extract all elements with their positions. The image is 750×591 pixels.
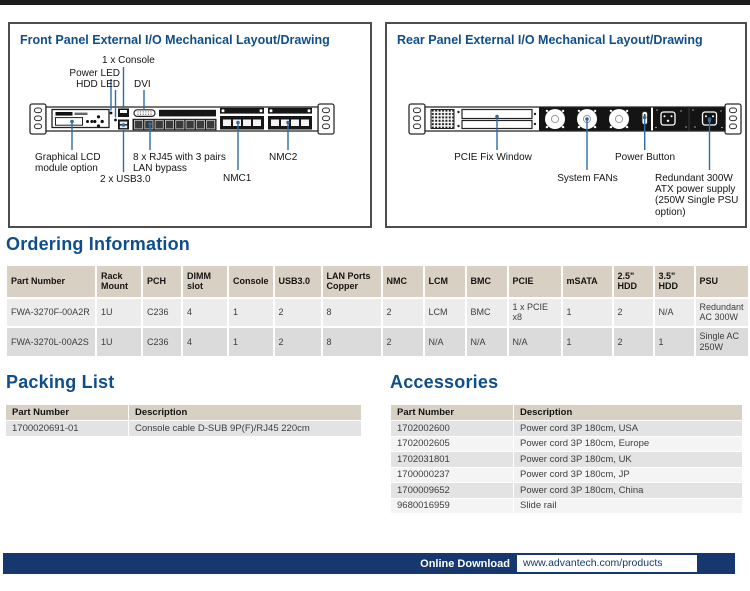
psu-callout-label: Redundant 300W ATX power supply (250W Single PSU option)	[655, 173, 739, 218]
vent-grille	[431, 110, 454, 129]
cell: 2	[383, 328, 423, 356]
table-row	[391, 499, 742, 514]
console-callout-label: 1 x Console	[102, 55, 155, 66]
nmc2-slot	[268, 108, 312, 130]
lan-ports	[133, 119, 217, 130]
power-button-callout-label: Power Button	[614, 152, 676, 163]
packing-heading: Packing List	[6, 372, 115, 392]
table-row	[6, 421, 361, 436]
column-header: PSU	[696, 266, 748, 297]
column-header: Part Number	[391, 405, 513, 420]
table-row	[391, 437, 742, 452]
cell: 8	[323, 328, 381, 356]
column-header: mSATA	[563, 266, 612, 297]
ordering-table	[5, 264, 750, 358]
cell: N/A	[509, 328, 561, 356]
column-header: Console	[229, 266, 273, 297]
front-panel-title: Front Panel External I/O Mechanical Layout/Drawing	[20, 33, 330, 47]
cell: C236	[143, 299, 181, 327]
column-header: Part Number	[6, 405, 128, 420]
cell: N/A	[467, 328, 507, 356]
cell: Power cord 3P 180cm, China	[514, 483, 742, 498]
fans-callout-label: System FANs	[557, 173, 618, 184]
cell: 1702002600	[391, 421, 513, 436]
column-header: PCIE	[509, 266, 561, 297]
rear-panel-box	[385, 22, 747, 228]
cell: 2	[383, 299, 423, 327]
table-row	[391, 421, 742, 436]
accessories-table	[390, 404, 743, 514]
top-rule	[0, 0, 750, 5]
column-header: PCH	[143, 266, 181, 297]
dvi-port	[134, 110, 155, 117]
cell: 2	[275, 299, 321, 327]
pcie-fix-window	[462, 110, 536, 129]
column-header: LCM	[425, 266, 465, 297]
column-header: 3.5" HDD	[655, 266, 694, 297]
cell: 1	[563, 328, 612, 356]
cell: 1U	[97, 328, 141, 356]
cell: 1 x PCIE x8	[509, 299, 561, 327]
column-header: DIMM slot	[183, 266, 227, 297]
column-header: Part Number	[7, 266, 95, 297]
cell: 2	[614, 328, 653, 356]
table-row	[391, 468, 742, 483]
dvi-callout-label: DVI	[134, 79, 151, 90]
online-download-bar	[3, 553, 735, 574]
psu-modules	[653, 108, 725, 131]
table-row	[7, 328, 748, 356]
accessories-header-row	[391, 405, 742, 420]
cell: Power cord 3P 180cm, JP	[514, 468, 742, 483]
hdd-led-callout-label: HDD LED	[76, 79, 120, 90]
blank-slot	[159, 110, 216, 117]
table-row	[391, 483, 742, 498]
cell: 1U	[97, 299, 141, 327]
accessories-heading: Accessories	[390, 372, 499, 392]
cell: 1	[655, 328, 694, 356]
cell: 1700000237	[391, 468, 513, 483]
packing-table	[5, 404, 362, 437]
cell: N/A	[655, 299, 694, 327]
cell: 1	[229, 328, 273, 356]
cell: 9680016959	[391, 499, 513, 514]
power-led-dot	[110, 112, 113, 115]
lcd-callout-label: Graphical LCD module option	[35, 152, 101, 175]
front-panel-box	[8, 22, 372, 228]
cell: N/A	[425, 328, 465, 356]
column-header: USB3.0	[275, 266, 321, 297]
column-header: BMC	[467, 266, 507, 297]
column-header: 2.5" HDD	[614, 266, 653, 297]
cell: 4	[183, 299, 227, 327]
cell: C236	[143, 328, 181, 356]
download-url: www.advantech.com/products	[517, 555, 697, 572]
cell: 1702002605	[391, 437, 513, 452]
nmc2-callout-label: NMC2	[269, 152, 298, 163]
cell: LCM	[425, 299, 465, 327]
front-chassis-drawing	[10, 24, 370, 226]
cell: FWA-3270F-00A2R	[7, 299, 95, 327]
table-row	[7, 299, 748, 327]
power-led-callout-label: Power LED	[69, 68, 120, 79]
cell: 1702031801	[391, 452, 513, 467]
packing-header-row	[6, 405, 361, 420]
cell: 1700009652	[391, 483, 513, 498]
rear-panel-title: Rear Panel External I/O Mechanical Layout/Drawing	[397, 33, 703, 47]
column-header: LAN Ports Copper	[323, 266, 381, 297]
lan-callout-label: 8 x RJ45 with 3 pairs LAN bypass	[133, 152, 226, 175]
pcie-callout-label: PCIE Fix Window	[454, 152, 532, 163]
cell: Power cord 3P 180cm, UK	[514, 452, 742, 467]
cell: Power cord 3P 180cm, USA	[514, 421, 742, 436]
cell: Single AC 250W	[696, 328, 748, 356]
cell: 1	[229, 299, 273, 327]
cell: FWA-3270L-00A2S	[7, 328, 95, 356]
ordering-heading: Ordering Information	[6, 234, 190, 254]
column-header: Description	[514, 405, 742, 420]
cell: BMC	[467, 299, 507, 327]
cell: 2	[275, 328, 321, 356]
column-header: Rack Mount	[97, 266, 141, 297]
table-row	[391, 452, 742, 467]
lcd-module	[52, 110, 109, 128]
cell: Power cord 3P 180cm, Europe	[514, 437, 742, 452]
cell: 2	[614, 299, 653, 327]
cell: Redundant AC 300W	[696, 299, 748, 327]
ordering-header-row	[7, 266, 748, 297]
cell: Console cable D-SUB 9P(F)/RJ45 220cm	[129, 421, 361, 436]
cell: 4	[183, 328, 227, 356]
cell: 1	[563, 299, 612, 327]
system-fans	[539, 108, 651, 131]
console-port	[118, 109, 129, 118]
nmc1-slot	[220, 108, 264, 130]
nmc1-callout-label: NMC1	[223, 173, 252, 184]
cell: 8	[323, 299, 381, 327]
column-header: Description	[129, 405, 361, 420]
cell: 1700020691-01	[6, 421, 128, 436]
cell: Slide rail	[514, 499, 742, 514]
column-header: NMC	[383, 266, 423, 297]
online-download-label: Online Download	[420, 557, 510, 570]
usb-callout-label: 2 x USB3.0	[100, 174, 151, 185]
hdd-led-dot	[114, 119, 117, 122]
